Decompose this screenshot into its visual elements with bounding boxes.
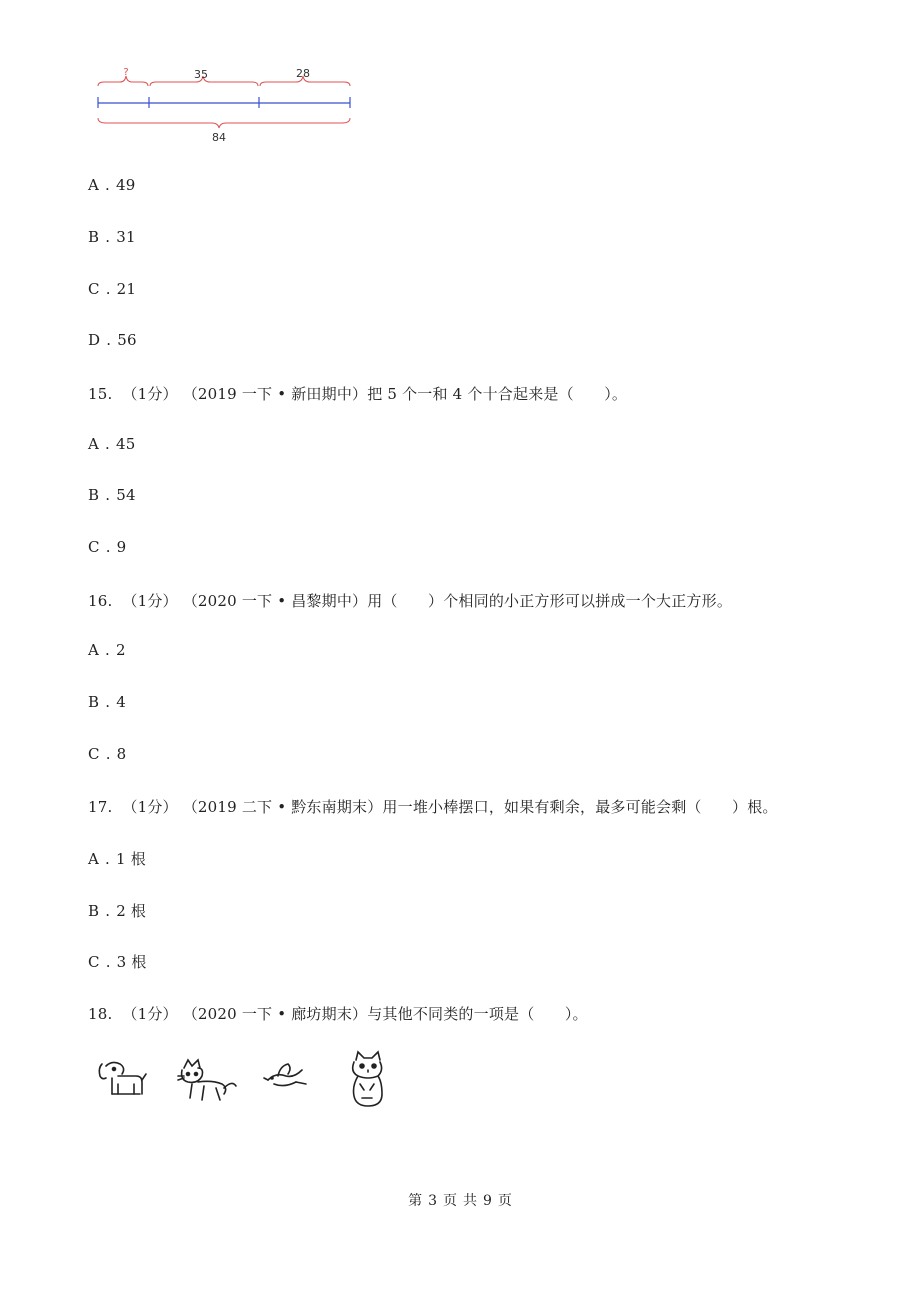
- unknown-label: ?: [123, 67, 129, 78]
- question-18-stem: 18. （1分） （2020 一下 • 廊坊期末）与其他不同类的一项是（ ）。: [88, 1005, 588, 1023]
- option-b: B . 54: [88, 486, 136, 504]
- question-16-stem: 16. （1分） （2020 一下 • 昌黎期中）用（ ）个相同的小正方形可以拼成一个大正方形。: [88, 592, 733, 610]
- option-c: C . 8: [88, 745, 127, 763]
- option-a: A . 45: [88, 435, 136, 453]
- option-a: A . 49: [88, 176, 136, 194]
- segment-diagram: [92, 62, 362, 147]
- sitting-cat-icon: [353, 1052, 382, 1106]
- option-c: C . 9: [88, 538, 127, 556]
- option-c: C . 21: [88, 280, 137, 298]
- segment3-label: 28: [296, 67, 310, 80]
- option-a: A . 1 根: [88, 850, 146, 868]
- option-a: A . 2: [88, 641, 126, 659]
- option-d: D . 56: [88, 331, 137, 349]
- total-brace: [98, 118, 350, 128]
- option-b: B . 4: [88, 693, 126, 711]
- animal-pictures: [92, 1050, 402, 1110]
- total-label: 84: [212, 131, 226, 144]
- dog-icon: [99, 1062, 146, 1094]
- bird-icon: [264, 1064, 306, 1086]
- cat-icon: [178, 1060, 236, 1100]
- question-15-stem: 15. （1分） （2019 一下 • 新田期中）把 5 个一和 4 个十合起来是（ ）。: [88, 385, 628, 403]
- question-17-stem: 17. （1分） （2019 二下 • 黔东南期末）用一堆小棒摆口，如果有剩余，最多可能会剩（ ）根。: [88, 798, 778, 816]
- option-b: B . 2 根: [88, 902, 147, 920]
- option-c: C . 3 根: [88, 953, 147, 971]
- segment2-label: 35: [194, 68, 208, 81]
- option-b: B . 31: [88, 228, 136, 246]
- page-footer: 第 3 页 共 9 页: [408, 1193, 512, 1209]
